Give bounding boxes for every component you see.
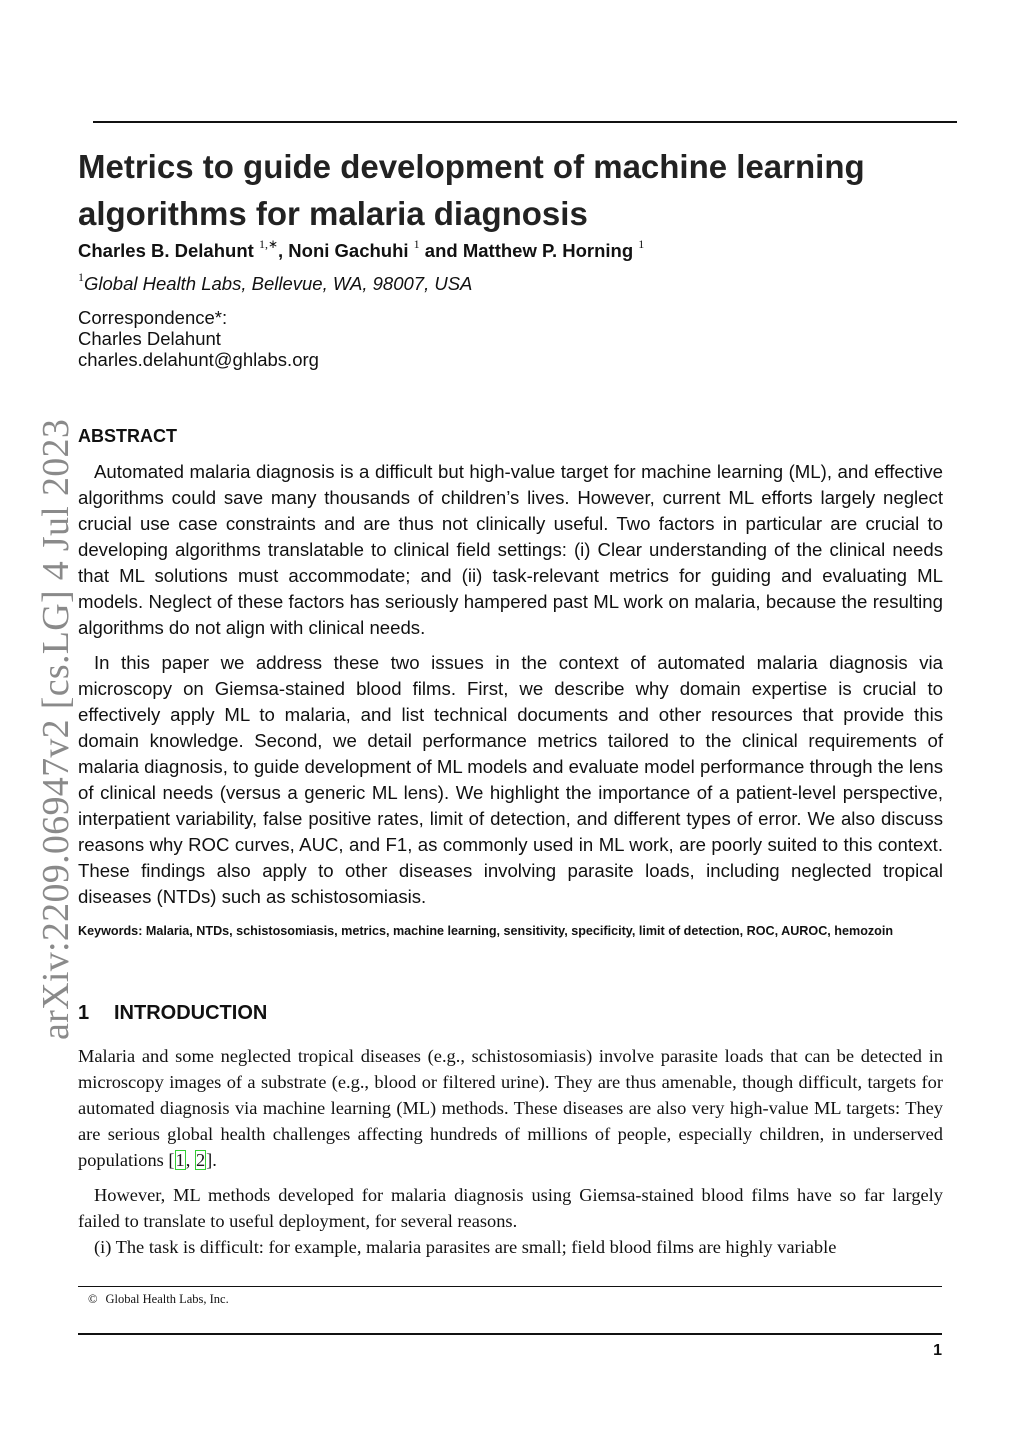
top-rule (93, 121, 957, 123)
section-heading-introduction (78, 1002, 267, 1025)
correspondence-name: Charles Delahunt (78, 328, 221, 349)
paper-title: Metrics to guide development of machine learning algorithms for malaria diagnosis (78, 148, 865, 232)
citation-link[interactable]: 1 (175, 1150, 185, 1170)
author-name: Matthew P. Horning (462, 240, 634, 261)
author-separator: , (278, 240, 289, 261)
intro-paragraph (78, 1043, 943, 1173)
copyright-symbol: © (88, 1292, 98, 1306)
correspondence-email[interactable]: charles.delahunt@ghlabs.org (78, 349, 319, 370)
author-affiliation-mark: 1 (413, 236, 420, 251)
affiliation (78, 269, 473, 295)
copyright-footnote (88, 1292, 229, 1307)
keywords: Keywords: Malaria, NTDs, schistosomiasis, metrics, machine learning, sensitivity, specificity, limit of detection, ROC, AUROC, hemozoin (78, 924, 894, 938)
affiliation-mark: 1 (78, 269, 84, 284)
introduction-body (78, 1043, 943, 1269)
intro-paragraph: However, ML methods developed for malaria diagnosis using Giemsa-stained blood films have so far largely failed to translate to useful deployment, for several reasons. (78, 1185, 943, 1231)
abstract-body (78, 459, 943, 919)
abstract-paragraph: In this paper we address these two issues in the context of automated malaria diagnosis via microscopy on Giemsa-stained blood films. First, we describe why domain expertise is crucial to effectively apply ML to malaria, and list technical documents and other resources that provide this domain knowledge. Second, we detail performance metrics tailored to the clinical requirements of malaria diagnosis, to guide development of ML models and evaluate model performance through the lens of clinical needs (versus a generic ML lens). We highlight the importance of a patient-level perspective, interpatient variability, false positive rates, limit of detection, and different types of error. We also discuss reasons why ROC curves, AUC, and F1, as commonly used in ML work, are poorly suited to this context. These findings also apply to other diseases involving parasite loads, including neglected tropical diseases (NTDs) such as schistosomiasis. (78, 652, 943, 907)
author-name: Charles B. Delahunt (78, 240, 254, 261)
intro-text-end: ]. (206, 1150, 217, 1170)
author-separator: and (419, 240, 463, 261)
section-number: 1 (78, 1002, 90, 1024)
author-affiliation-mark: 1 (638, 236, 645, 251)
abstract-paragraph: Automated malaria diagnosis is a difficult but high-value target for machine learning (ML), and effective algorithms could save many thousands of children’s lives. However, current ML efforts largely neglect crucial use case constraints and are thus not clinically useful. Two factors in particular are crucial to developing algorithms translatable to clinical field settings: (i) Clear understanding of the clinical needs that ML solutions must accommodate; and (ii) task-relevant metrics for guiding and evaluating ML models. Neglect of these factors has seriously hampered past ML work on malaria, because the resulting algorithms do not align with clinical needs. (78, 461, 943, 638)
author-affiliation-mark: 1,∗ (258, 236, 278, 251)
footnote-rule (78, 1286, 942, 1287)
copyright-text: Global Health Labs, Inc. (105, 1292, 229, 1306)
section-title: INTRODUCTION (114, 1002, 268, 1024)
bottom-rule (78, 1333, 942, 1335)
arxiv-identifier[interactable]: arXiv:2209.06947v2 [cs.LG] 4 Jul 2023 (35, 418, 77, 1040)
author-name: Noni Gachuhi (288, 240, 409, 261)
affiliation-text: Global Health Labs, Bellevue, WA, 98007, USA (84, 273, 473, 294)
intro-paragraph: (i) The task is difficult: for example, malaria parasites are small; field blood films are highly variable (94, 1237, 837, 1257)
correspondence-block (78, 307, 319, 370)
intro-text: Malaria and some neglected tropical diseases (e.g., schistosomiasis) involve parasite loads that can be detected in microscopy images of a substrate (e.g., blood or filtered urine). They are thus amenable, though difficult, targets for automated diagnosis via machine learning (ML) methods. These diseases are also very high-value ML targets: They are serious global health challenges affecting hundreds of millions of people, especially children, in underserved populations [ (78, 1046, 943, 1170)
citation-separator: , (185, 1150, 195, 1170)
abstract-heading: ABSTRACT (78, 426, 177, 446)
correspondence-label: Correspondence*: (78, 307, 228, 328)
citation-link[interactable]: 2 (195, 1150, 206, 1170)
author-list (78, 236, 645, 262)
page-number: 1 (933, 1342, 942, 1359)
